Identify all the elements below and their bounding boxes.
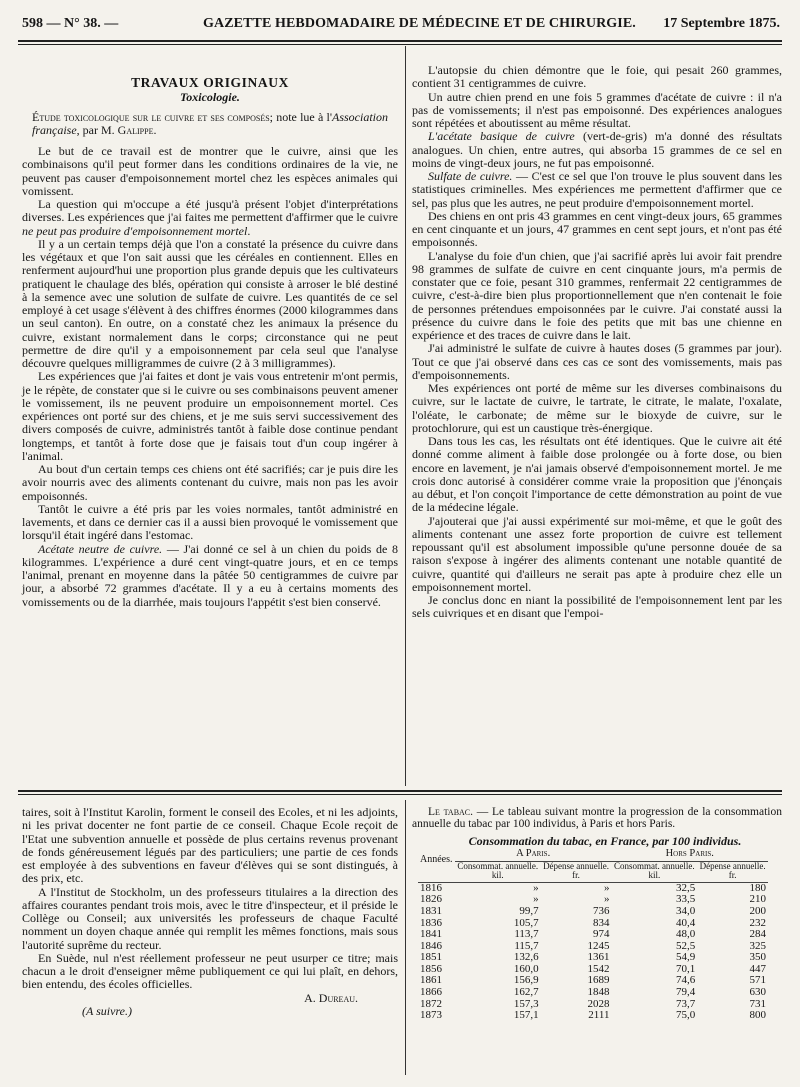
column-header-consommation: Consommat. annuelle.: [613, 860, 695, 871]
table-body: [418, 882, 768, 1022]
author-name: Galippe: [117, 122, 154, 137]
paris-kil-cell: 160,0: [513, 962, 539, 975]
page-number: 598 — N° 38. —: [22, 16, 119, 31]
hors-kil-cell: 52,5: [675, 939, 696, 952]
paragraph: L'analyse du foie d'un chien, que j'ai sacrifié après lui avoir fait prendre 98 grammes de sulfate de cuivre en cent cinquante jours, m'a permis de constater que ce foie, pesant 310 grammes, renfermait 22 centigrammes de cuivre, c'est-à-dire bien plus proportionnellement que n'en contenait le foie de personnes prétendues empoisonnées par le cuivre. J'ai constaté aussi la présence du cuivre dans le foie des petits que mit bas une chienne en expérience et des traces de cuivre dans le lait.: [412, 248, 782, 342]
hors-fr-cell: 571: [749, 974, 766, 987]
paris-fr-cell: 974: [592, 928, 610, 941]
column-divider: [405, 46, 406, 786]
issue-date: 17 Septembre 1875.: [663, 16, 780, 31]
unit-kil: kil.: [455, 871, 541, 882]
paragraph: J'ajouterai que j'ai aussi expérimenté sur moi-même, et que le goût des aliments contenant une assez forte proportion de cuivre est tellement repoussant qu'il est absolument impossible qu'une personne douée de sa raison s'expose à ingérer des aliments contenant une notable quantité de cuivre, quantité qui d'ailleurs ne serait pas apte à produire chez elle un empoisonnement mortel.: [412, 513, 782, 594]
unit-fr: fr.: [697, 871, 768, 882]
paris-kil-cell: 162,7: [513, 986, 539, 999]
hors-fr-cell: 800: [749, 1009, 766, 1022]
page-header: [18, 14, 782, 38]
section-title: TRAVAUX ORIGINAUX: [131, 75, 289, 90]
paragraph: Au bout d'un certain temps ces chiens ont été sacrifiés; car je puis dire les avoir nourris avec des aliments contenant du cuivre, mais non pas les avoir empoisonnés.: [22, 462, 398, 503]
paris-fr-cell: 1542: [587, 962, 610, 975]
paragraph: La question qui m'occupe a été jusqu'à présent l'objet d'interprétations diverses. Les expériences que j'ai faites me permettent d'affirmer que le cuivre ne peut pas produire d'empoisonnement mortel.: [22, 197, 398, 238]
hors-kil-cell: 33,5: [675, 893, 696, 906]
column-divider-bottom: [405, 800, 406, 1075]
paris-kil-cell: 115,7: [514, 939, 539, 952]
table-row: [418, 906, 768, 918]
tabac-intro: Le tabac. — Le tableau suivant montre la progression de la consommation annuelle du tabac par 100 individus, à Paris et hors Paris.: [412, 806, 782, 831]
article-right-column: [412, 64, 782, 621]
hors-fr-cell: 630: [749, 986, 766, 999]
hors-kil-cell: 54,9: [675, 951, 696, 964]
paris-kil-cell: »: [533, 893, 539, 906]
paris-fr-cell: 1848: [587, 986, 610, 999]
hors-kil-cell: 32,5: [675, 881, 696, 894]
feuilleton-column: [22, 806, 398, 1018]
paris-kil-cell: 157,3: [513, 997, 539, 1010]
paris-kil-cell: 99,7: [519, 904, 539, 917]
table-title: Consommation du tabac, en France, par 100 individus.: [468, 833, 742, 848]
paris-kil-cell: 157,1: [513, 1009, 539, 1022]
article-heading: Étude toxicologique sur le cuivre et ses composés; note lue à l'Association française, par M. Galippe.: [32, 109, 388, 137]
to-be-continued: (A suivre.): [82, 1003, 132, 1018]
year-cell: 1861: [420, 974, 442, 987]
paragraph: Un autre chien prend en une fois 5 grammes d'acétate de cuivre : il n'a pas de vomissements; il n'est pas empoisonné. Des expériences analogues sont répétées et aboutissent au même résultat.: [412, 89, 782, 130]
table-row: [418, 882, 768, 894]
paragraph: A l'Institut de Stockholm, un des professeurs titulaires a la direction des affaires courantes pendant trois mois, avec le titre d'inspecteur, et il préside le Collège ou Conseil; aux universités les professeurs de chaque Faculté nomment un doyen chaque année qui remplit les mêmes fonctions, mais sous l'autorité suprême du recteur.: [22, 884, 398, 952]
paragraph: Il y a un certain temps déjà que l'on a constaté la présence du cuivre dans les végétaux et que l'on sait aussi que les céréales en contiennent. Elles en renferment aujourd'hui une proportion plus grande depuis que les cultivateurs pratiquent le chaulage des blés, opération qui consiste à arroser le blé destiné à la semence avec une solution de sulfate de cuivre. Les quantités de ce sel employé à cet usage s'élèvent à des chiffres énormes (2000 kilogrammes dans un seul canton). En outre, on a constaté chez les animaux la présence du cuivre, existant normalement dans le corps; circonstance qui ne peut permettre de dire qu'il y a empoisonnement par cela seul que l'analyse découvre quelques milligrammes de cuivre (2 à 3 milligrammes).: [22, 236, 398, 370]
hors-fr-cell: 180: [749, 881, 766, 894]
column-header-depense: Dépense annuelle.: [543, 860, 610, 871]
unit-fr: fr.: [541, 871, 612, 882]
paragraph: Le but de ce travail est de montrer que le cuivre, ainsi que les combinaisons qu'il peut former dans les conditions ordinaires de la vie, ne peuvent pas causer d'empoisonnement mortel chez les espèces animales qui vomissent.: [22, 144, 398, 198]
hors-fr-cell: 284: [749, 928, 766, 941]
subheading: Sulfate de cuivre.: [428, 169, 513, 183]
hors-fr-cell: 200: [749, 904, 766, 917]
paris-kil-cell: 156,9: [513, 974, 539, 987]
paris-fr-cell: 1361: [587, 951, 610, 964]
year-cell: 1866: [420, 986, 442, 999]
column-header-depense: Dépense annuelle.: [699, 860, 766, 871]
year-cell: 1873: [420, 1009, 442, 1022]
year-cell: 1841: [420, 928, 442, 941]
hors-kil-cell: 48,0: [675, 928, 696, 941]
hors-kil-cell: 40,4: [675, 916, 696, 929]
paragraph: Tantôt le cuivre a été pris par les voies normales, tantôt administré en lavements, et dans ce dernier cas il a aussi bien provoqué le vomissement que lorsqu'il était ingéré dans l'estomac.: [22, 501, 398, 543]
paragraph: Des chiens en ont pris 43 grammes en cent vingt-deux jours, 65 grammes en cent cinquante et un jours, 47 grammes en cent sept jours, et n'ont pas été empoisonnés.: [412, 208, 782, 250]
hors-kil-cell: 73,7: [675, 997, 696, 1010]
article-left-column: [22, 54, 398, 609]
subheading: L'acétate basique de cuivre: [428, 129, 575, 144]
journal-title: GAZETTE HEBDOMADAIRE DE MÉDECINE ET DE CHIRURGIE.: [203, 16, 636, 31]
year-cell: 1831: [420, 904, 442, 917]
header-rule-thin: [18, 44, 782, 45]
paragraph: L'autopsie du chien démontre que le foie, qui pesait 260 grammes, contient 31 centigrammes de cuivre.: [412, 63, 782, 91]
hors-kil-cell: 79,4: [675, 986, 696, 999]
paragraph: En Suède, nul n'est réellement professeur ne peut usurper ce titre; mais chacun a le droit d'enseigner même publiquement ce qui lui plaît, en dehors, bien entendu, des écoles officielles.: [22, 950, 398, 992]
hors-fr-cell: 350: [749, 951, 766, 964]
table-row: [418, 929, 768, 941]
signature: A. Dureau.: [304, 990, 358, 1005]
section-rule: [18, 790, 782, 792]
year-cell: 1826: [420, 893, 442, 906]
hors-fr-cell: 447: [749, 962, 766, 975]
paris-fr-cell: 736: [592, 904, 610, 917]
tabac-table: [418, 849, 768, 1022]
section-subtitle: Toxicologie.: [180, 90, 240, 105]
paris-kil-cell: »: [533, 881, 539, 894]
paragraph: Mes expériences ont porté de même sur les diverses combinaisons du cuivre, sur le lactate de cuivre, le tartrate, le citrate, le malate, l'oxalate, l'oléate, le carbonate; de même sur le bioxyde de cuivre, sur le protochlorure, qui est un caustique très-énergique.: [412, 381, 782, 435]
column-header-year: Années.: [420, 854, 453, 866]
column-group-paris: A Paris.: [455, 849, 612, 861]
table-row: [418, 1010, 768, 1022]
paragraph: L'acétate basique de cuivre (vert-de-gris) m'a donné des résultats analogues. Un chien, entre autres, qui absorba 15 grammes de ce sel en moins de vingt-deux jours, ne fut pas empoisonné.: [412, 129, 782, 170]
section-rule-thin: [18, 794, 782, 795]
year-cell: 1851: [420, 951, 442, 964]
paragraph: Acétate neutre de cuivre. — J'ai donné ce sel à un chien du poids de 8 kilogrammes. L'expérience a duré cent vingt-quatre jours, et en ce temps l'animal, prenant en moyenne dans la pâtée 50 centigrammes de cuivre par jour, a absorbé 72 grammes d'acétate. Il y a eu à certains moments des vomissements ou de la diarrhée, mais toujours l'appétit s'est bien conservé.: [22, 541, 398, 609]
paragraph: taires, soit à l'Institut Karolin, forment le conseil des Ecoles, et ni les adjoints, ni les privat docenter ne font partie de ce conseil. Chaque Ecole reçoit de l'Etat une subvention annuelle et possède de plus certains revenus provenant de fonds généreusement légués par des particuliers; une partie de ces fonds est employée à des subventions en faveur d'élèves qui se sont distingués, à des prix, etc.: [22, 805, 398, 886]
header-rule: [18, 40, 782, 42]
unit-kil: kil.: [611, 871, 697, 882]
hors-fr-cell: 731: [749, 997, 766, 1010]
hors-fr-cell: 210: [749, 893, 766, 906]
table-row: [418, 987, 768, 999]
year-cell: 1836: [420, 916, 442, 929]
paragraph: Sulfate de cuivre. — C'est ce sel que l'on trouve le plus souvent dans les statistiques criminelles. Mes expériences me permettent d'affirmer que ce sel, pas plus que les autres, ne peut produire d'empoisonnement mortel.: [412, 169, 782, 210]
year-cell: 1816: [420, 881, 442, 894]
column-group-hors-paris: Hors Paris.: [611, 849, 768, 861]
paris-fr-cell: 834: [592, 916, 610, 929]
paragraph: Dans tous les cas, les résultats ont été identiques. Que le cuivre ait été donné comme aliment à faible dose prolongée ou à forte dose, ou bien encore en lavement, je n'ai jamais observé d'empoisonnement mortel. Je me crois donc autorisé à considérer comme vraie la proposition que j'énonçais au début, et l'on conçoit l'importance de cette démonstration au point de vue de la médecine légale.: [412, 434, 782, 515]
paris-fr-cell: 2028: [587, 997, 610, 1010]
paris-kil-cell: 132,6: [513, 951, 539, 964]
hors-fr-cell: 232: [749, 916, 766, 929]
year-cell: 1846: [420, 939, 442, 952]
hors-kil-cell: 34,0: [675, 904, 696, 917]
paragraph: J'ai administré le sulfate de cuivre à hautes doses (5 grammes par jour). Tout ce que j'ai observé dans ces cas ce sont des vomissements, mais pas d'empoisonnements.: [412, 341, 782, 382]
paris-fr-cell: 1689: [587, 974, 610, 987]
tabac-label: Le tabac.: [428, 806, 474, 818]
hors-kil-cell: 75,0: [675, 1009, 696, 1022]
hors-kil-cell: 74,6: [675, 974, 696, 987]
paragraph: Je conclus donc en niant la possibilité de l'empoisonnement lent par les sels cuivriques et en disant que l'empoi-: [412, 593, 782, 621]
paris-kil-cell: 113,7: [514, 928, 539, 941]
tabac-column: [412, 806, 782, 1022]
year-cell: 1856: [420, 962, 442, 975]
subheading: Acétate neutre de cuivre.: [38, 541, 163, 556]
column-header-consommation: Consommat. annuelle.: [457, 860, 539, 871]
hors-fr-cell: 325: [749, 939, 766, 952]
paris-fr-cell: »: [603, 893, 610, 906]
paris-fr-cell: 1245: [587, 939, 610, 952]
paragraph: Les expériences que j'ai faites et dont je vais vous entretenir m'ont permis, je le répète, de constater que si le cuivre ou ses combinaisons peuvent amener le vomissement, ils ne peuvent produire un empoisonnement mortel. Ces expériences ont porté sur des chiens, et je me suis servi successivement des divers composés de cuivre, administrés tantôt à faible dose continue pendant longtemps, et tantôt à forte dose que je faisais tout d'un coup ingérer à l'animal.: [22, 369, 398, 463]
paris-fr-cell: 2111: [588, 1009, 610, 1022]
hors-kil-cell: 70,1: [675, 962, 696, 975]
paris-fr-cell: »: [603, 881, 610, 894]
year-cell: 1872: [420, 997, 442, 1010]
paris-kil-cell: 105,7: [513, 916, 539, 929]
